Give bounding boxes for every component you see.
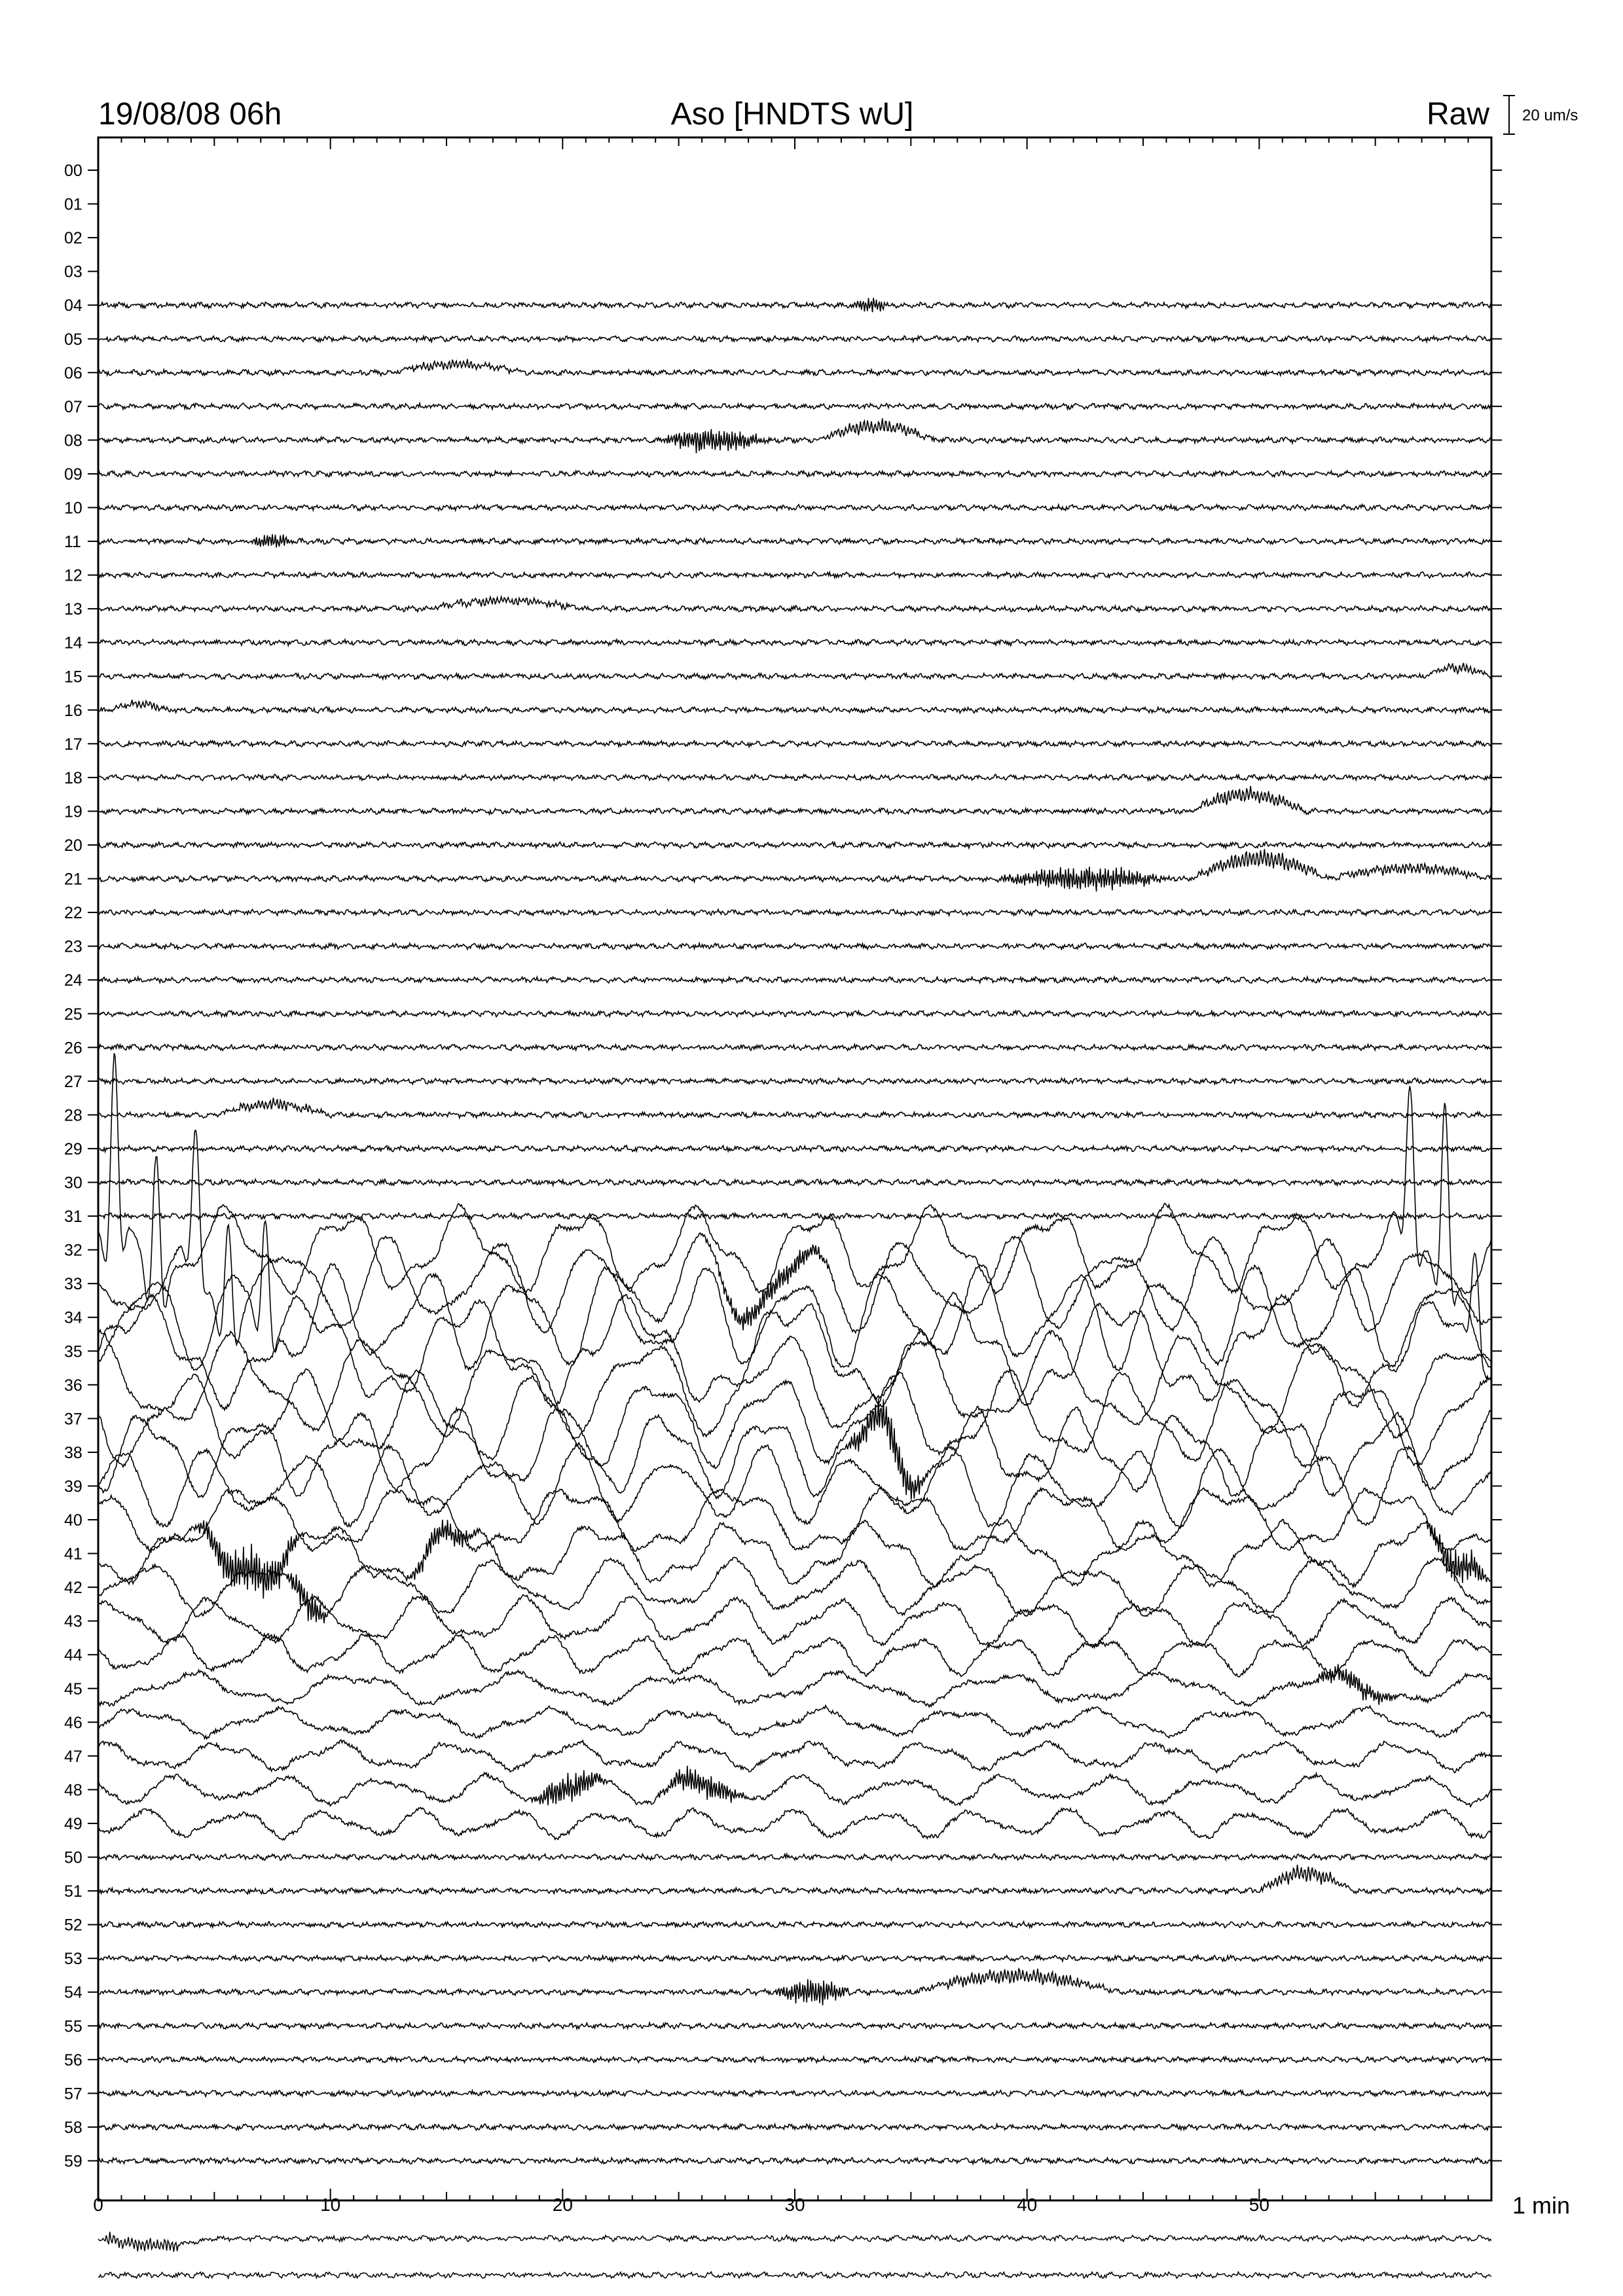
trace-row-07: [98, 403, 1491, 409]
row-label: 27: [64, 1072, 82, 1091]
trace-row-38: [98, 1399, 1491, 1500]
trace-row-19: [98, 786, 1491, 814]
trace-row-16: [98, 700, 1491, 713]
row-label: 16: [64, 701, 82, 720]
row-label: 48: [64, 1781, 82, 1800]
row-label: 29: [64, 1139, 82, 1158]
next-hour-trace: [98, 2272, 1491, 2278]
row-label: 04: [64, 296, 82, 315]
trace-row-29: [98, 1145, 1491, 1152]
trace-row-58: [98, 2124, 1491, 2130]
trace-row-25: [98, 1011, 1491, 1016]
row-labels: [64, 162, 1502, 2170]
row-label: 58: [64, 2118, 82, 2137]
trace-row-57: [98, 2090, 1491, 2097]
x-tick-label: 0: [93, 2195, 103, 2215]
next-hour-trace: [98, 2232, 1491, 2252]
row-label: 15: [64, 668, 82, 687]
trace-row-26: [98, 1045, 1491, 1050]
row-label: 47: [64, 1747, 82, 1766]
row-label: 17: [64, 735, 82, 754]
trace-row-42: [98, 1558, 1491, 1624]
top-minute-ticks: [98, 137, 1491, 149]
trace-row-51: [98, 1865, 1491, 1894]
trace-row-23: [98, 943, 1491, 950]
row-label: 20: [64, 836, 82, 855]
row-label: 01: [64, 195, 82, 214]
row-label: 06: [64, 364, 82, 383]
mode-label: Raw: [1426, 97, 1489, 132]
x-tick-label: 50: [1249, 2195, 1269, 2215]
trace-row-35: [98, 1253, 1491, 1410]
next-hour-traces: [98, 2232, 1491, 2278]
row-label: 23: [64, 937, 82, 956]
row-label: 03: [64, 262, 82, 281]
row-label: 55: [64, 2017, 82, 2036]
x-tick-labels: [93, 2195, 1269, 2215]
amplitude-scale-bar: [1503, 96, 1515, 134]
row-label: 12: [64, 566, 82, 585]
row-label: 42: [64, 1579, 82, 1598]
x-tick-label: 40: [1017, 2195, 1038, 2215]
row-label: 33: [64, 1275, 82, 1294]
row-label: 02: [64, 229, 82, 248]
row-label: 45: [64, 1679, 82, 1698]
row-label: 32: [64, 1241, 82, 1260]
row-label: 57: [64, 2085, 82, 2104]
row-label: 24: [64, 971, 82, 990]
trace-row-49: [98, 1808, 1491, 1840]
row-label: 52: [64, 1916, 82, 1935]
trace-row-46: [98, 1706, 1491, 1739]
trace-row-28: [98, 1098, 1491, 1118]
trace-row-21: [98, 849, 1491, 891]
seismic-traces: [98, 298, 1491, 2164]
trace-row-11: [98, 534, 1491, 548]
trace-row-05: [98, 336, 1491, 342]
row-label: 25: [64, 1005, 82, 1024]
trace-row-53: [98, 1956, 1491, 1962]
trace-row-10: [98, 505, 1491, 511]
row-label: 22: [64, 904, 82, 923]
row-label: 44: [64, 1646, 82, 1665]
trace-row-22: [98, 909, 1491, 916]
trace-row-30: [98, 1179, 1491, 1186]
row-label: 51: [64, 1882, 82, 1901]
station-title: Aso [HNDTS wU]: [670, 97, 914, 132]
row-label: 21: [64, 870, 82, 889]
row-label: 10: [64, 499, 82, 518]
row-label: 07: [64, 397, 82, 416]
trace-row-24: [98, 977, 1491, 984]
row-label: 19: [64, 802, 82, 821]
trace-row-55: [98, 2023, 1491, 2030]
trace-row-54: [98, 1969, 1491, 2005]
row-label: 28: [64, 1106, 82, 1125]
trace-row-04: [98, 298, 1491, 312]
trace-row-20: [98, 842, 1491, 848]
row-label: 36: [64, 1376, 82, 1395]
trace-row-18: [98, 774, 1491, 781]
row-label: 59: [64, 2152, 82, 2171]
trace-row-59: [98, 2158, 1491, 2164]
trace-row-15: [98, 663, 1491, 679]
trace-row-48: [98, 1766, 1491, 1807]
row-label: 34: [64, 1308, 82, 1327]
x-tick-label: 10: [320, 2195, 341, 2215]
trace-row-43: [98, 1595, 1491, 1648]
trace-row-27: [98, 1078, 1491, 1085]
row-label: 43: [64, 1612, 82, 1631]
trace-row-45: [98, 1664, 1491, 1707]
trace-row-17: [98, 741, 1491, 747]
trace-row-13: [98, 597, 1491, 612]
row-label: 38: [64, 1443, 82, 1462]
trace-row-31: [98, 1213, 1491, 1219]
trace-row-44: [98, 1634, 1491, 1677]
record-datetime: 19/08/08 06h: [98, 97, 282, 132]
trace-row-50: [98, 1854, 1491, 1860]
trace-row-56: [98, 2056, 1491, 2063]
scale-label: 20 um/s: [1522, 107, 1578, 124]
row-label: 05: [64, 330, 82, 349]
row-label: 13: [64, 600, 82, 619]
trace-row-52: [98, 1922, 1491, 1928]
trace-row-09: [98, 471, 1491, 477]
row-label: 18: [64, 768, 82, 787]
row-label: 49: [64, 1814, 82, 1833]
trace-row-39: [98, 1443, 1491, 1528]
row-label: 08: [64, 431, 82, 450]
trace-row-37: [98, 1369, 1491, 1469]
row-label: 31: [64, 1208, 82, 1227]
row-label: 26: [64, 1039, 82, 1058]
trace-row-08: [98, 418, 1491, 453]
row-label: 00: [64, 162, 82, 180]
row-label: 11: [64, 533, 81, 552]
row-label: 09: [64, 465, 82, 484]
row-label: 37: [64, 1410, 82, 1429]
x-unit-label: 1 min: [1512, 2192, 1571, 2219]
trace-row-12: [98, 572, 1491, 579]
row-label: 40: [64, 1511, 82, 1530]
row-label: 39: [64, 1477, 82, 1496]
trace-row-47: [98, 1740, 1491, 1772]
row-label: 14: [64, 634, 82, 653]
x-tick-label: 20: [552, 2195, 573, 2215]
trace-row-14: [98, 639, 1491, 646]
row-label: 35: [64, 1342, 82, 1361]
trace-row-33: [98, 1130, 1491, 1345]
row-label: 41: [64, 1545, 82, 1564]
row-label: 56: [64, 2051, 82, 2070]
row-label: 50: [64, 1848, 82, 1867]
x-tick-label: 30: [784, 2195, 805, 2215]
row-label: 30: [64, 1174, 82, 1193]
row-label: 46: [64, 1713, 82, 1732]
row-label: 54: [64, 1983, 82, 2002]
row-label: 53: [64, 1950, 82, 1969]
trace-row-06: [98, 359, 1491, 376]
trace-row-41: [98, 1519, 1491, 1598]
